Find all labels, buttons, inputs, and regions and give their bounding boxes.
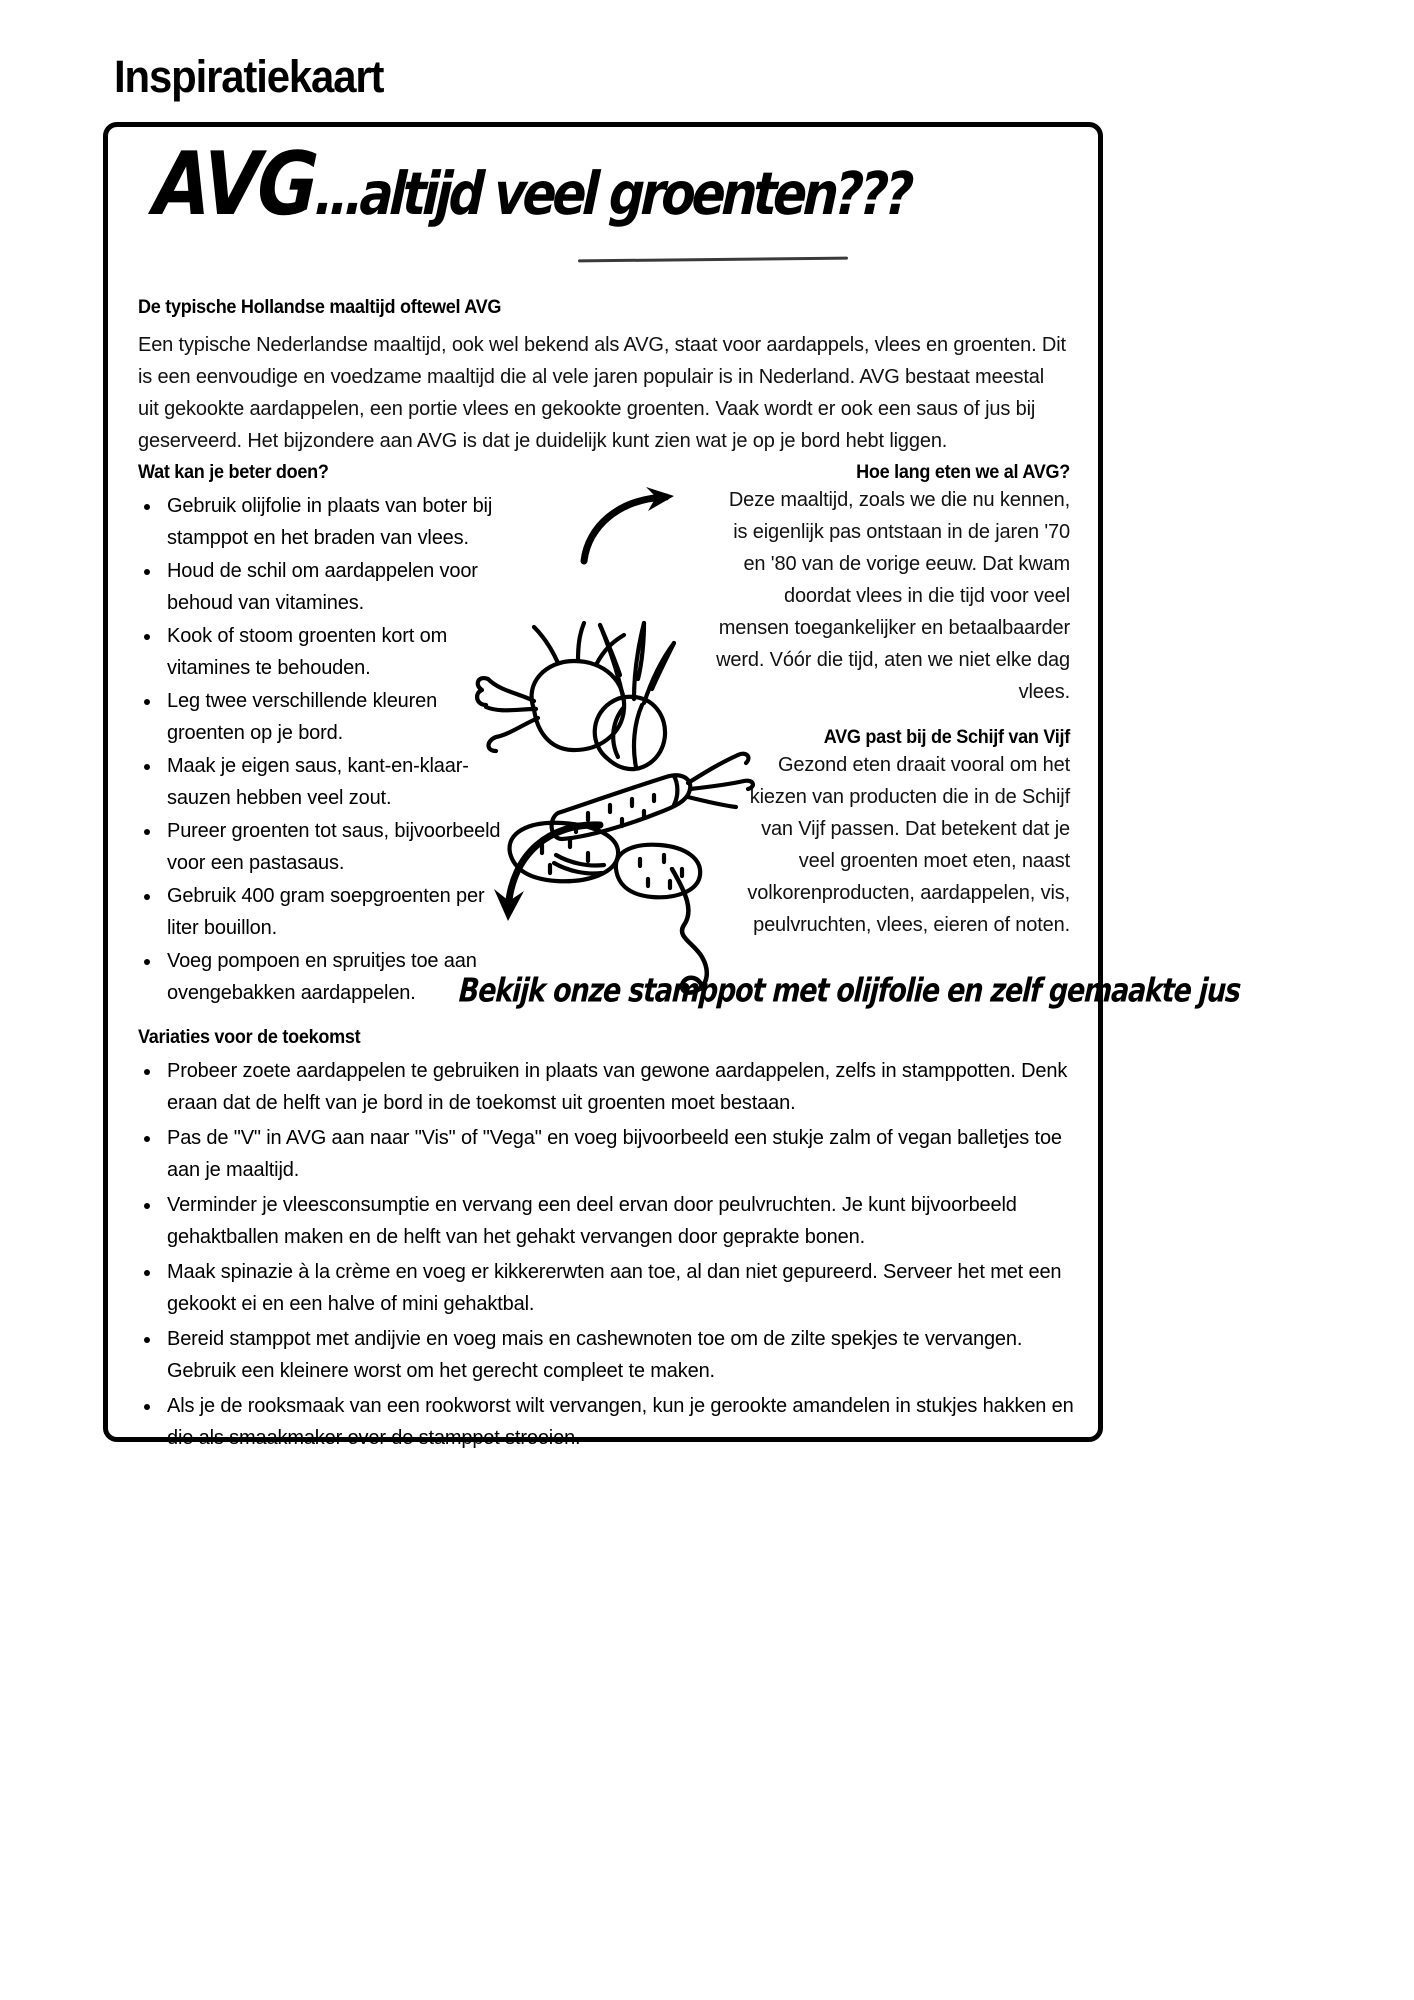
left-column-heading: Wat kan je beter doen? <box>138 462 329 483</box>
list-item: Als je de rooksmaak van een rookworst wilt vervangen, kun je gerookte amandelen in stukjes hakken en die als smaakmaker over de stamppot strooien. <box>138 1390 1078 1454</box>
inspiration-card <box>103 122 1242 1449</box>
right-column-bottom-paragraph: Gezond eten draait vooral om het kiezen van producten die in de Schijf van Vijf passen. Dat betekent dat je veel groenten moet eten, naast volkorenproducten, aardappelen, vis, peulvruchten, vlees, eieren of noten. <box>747 754 1070 936</box>
intro-block <box>138 297 1068 457</box>
list-item: Voeg pompoen en spruitjes toe aan ovengebakken aardappelen. <box>138 945 518 1009</box>
bottom-section <box>138 1027 1078 1457</box>
right-column-bottom-heading: AVG past bij de Schijf van Vijf <box>823 727 1070 748</box>
list-item: Maak spinazie à la crème en voeg er kikkererwten aan toe, al dan niet gepureerd. Serveer het met een gekookt ei en een halve of mini gehaktbal. <box>138 1256 1078 1320</box>
list-item: Verminder je vleesconsumptie en vervang een deel ervan door peulvruchten. Je kunt bijvoorbeeld gehaktballen maken en de helft van het gehakt vervangen door geprakte bonen. <box>138 1189 1078 1253</box>
handwritten-headline <box>150 133 956 283</box>
right-column-top-heading: Hoe lang eten we al AVG? <box>856 462 1070 483</box>
bottom-section-heading: Variaties voor de toekomst <box>138 1027 361 1048</box>
bottom-section-list <box>138 1055 1078 1454</box>
intro-heading: De typische Hollandse maaltijd oftewel AVG <box>138 297 502 318</box>
list-item: Kook of stoom groenten kort om vitamines te behouden. <box>138 620 518 684</box>
handwritten-caption: Bekijk onze stamppot met olijfolie en zelf gemaakte jus <box>457 972 1242 1010</box>
list-item: Houd de schil om aardappelen voor behoud van vitamines. <box>138 555 518 619</box>
list-item: Maak je eigen saus, kant-en-klaar-sauzen hebben veel zout. <box>138 750 518 814</box>
intro-paragraph: Een typische Nederlandse maaltijd, ook wel bekend als AVG, staat voor aardappels, vlees en groenten. Dit is een eenvoudige en voedzame maaltijd die al vele jaren populair is in Nederland. AVG bestaat meestal uit gekookte aardappelen, een portie vlees en gekookte groenten. Vaak wordt er ook een saus of jus bij geserveerd. Het bijzondere aan AVG is dat je duidelijk kunt zien wat je op je bord hebt liggen. <box>138 334 1066 452</box>
page-title: Inspiratiekaart <box>114 51 384 103</box>
list-item: Gebruik 400 gram soepgroenten per liter bouillon. <box>138 880 518 944</box>
list-item: Probeer zoete aardappelen te gebruiken in plaats van gewone aardappelen, zelfs in stamppotten. Denk eraan dat de helft van je bord in de toekomst uit groenten moet bestaan. <box>138 1055 1078 1119</box>
curved-arrow-down-icon <box>478 817 608 927</box>
list-item: Pas de "V" in AVG aan naar "Vis" of "Vega" en voeg bijvoorbeeld een stukje zalm of vegan balletjes toe aan je maaltijd. <box>138 1122 1078 1186</box>
list-item: Bereid stamppot met andijvie en voeg mais en cashewnoten toe om de zilte spekjes te vervangen. Gebruik een kleinere worst om het gerecht compleet te maken. <box>138 1323 1078 1387</box>
list-item: Leg twee verschillende kleuren groenten op je bord. <box>138 685 518 749</box>
right-column-top-paragraph: Deze maaltijd, zoals we die nu kennen, is eigenlijk pas ontstaan in de jaren '70 en '80 van de vorige eeuw. Dat kwam doordat vlees in die tijd voor veel mensen toegankelijker en betaalbaarder werd. Vóór die tijd, aten we niet elke dag vlees. <box>716 489 1070 703</box>
list-item: Pureer groenten tot saus, bijvoorbeeld voor een pastasaus. <box>138 815 518 879</box>
handwritten-headline-part2: ...altijd veel groenten??? <box>313 159 912 229</box>
list-item: Gebruik olijfolie in plaats van boter bij stamppot en het braden van vlees. <box>138 490 518 554</box>
curved-arrow-right-icon <box>578 485 688 565</box>
handwritten-headline-part1: AVG <box>151 133 318 236</box>
right-column-bottom <box>740 727 1070 941</box>
